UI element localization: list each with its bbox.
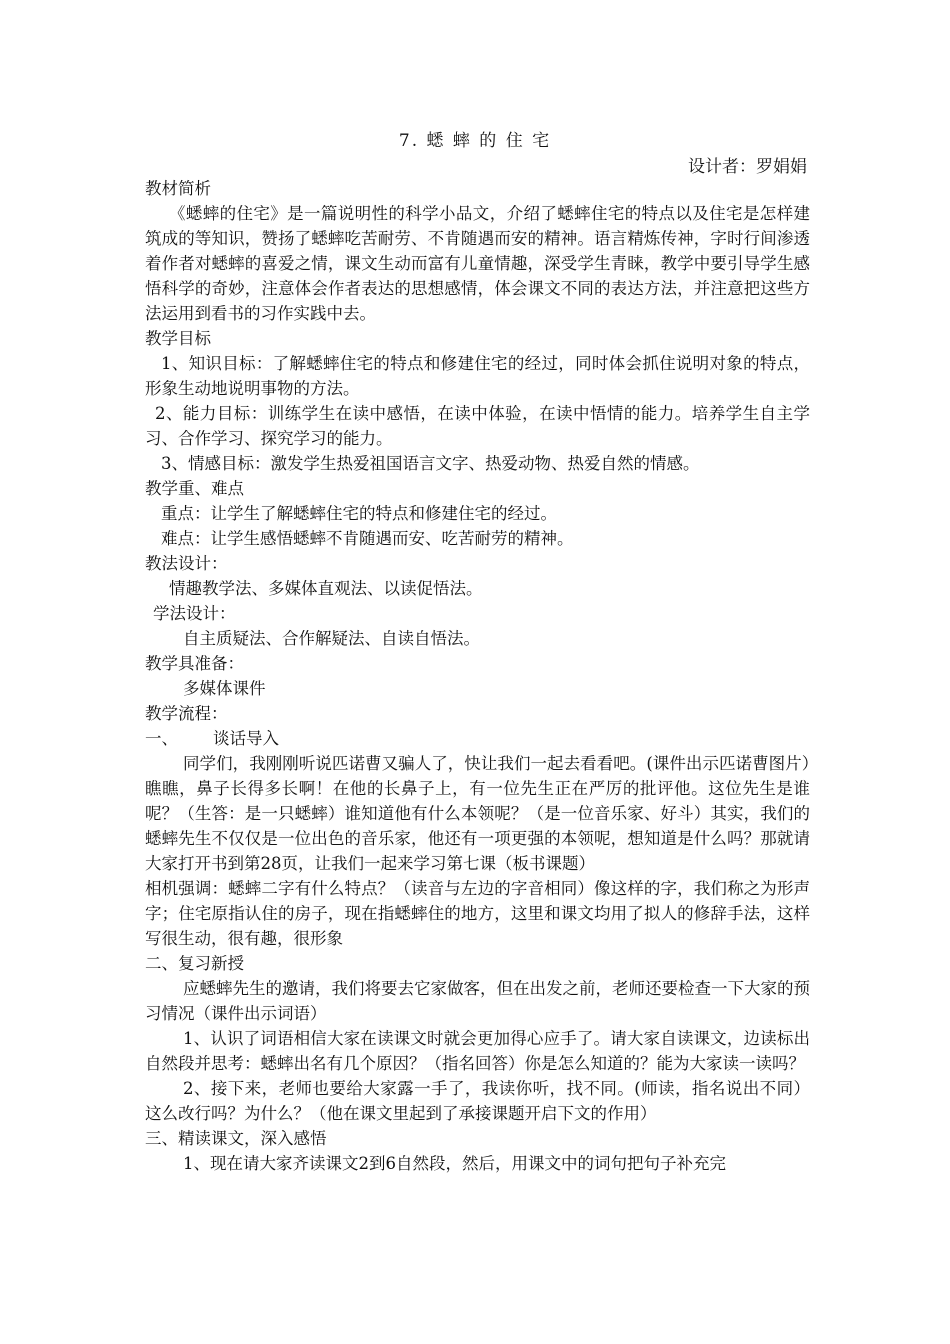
section-heading-zhongnan: 教学重、难点 [145, 479, 244, 498]
document-body [145, 176, 810, 1176]
paragraph-xuefa: 自主质疑法、合作解疑法、自读自悟法。 [183, 629, 480, 648]
paragraph-step-3-item-1: 1、现在请大家齐读课文2到6自然段，然后，用课文中的词句把句子补充完 [183, 1154, 726, 1173]
step-1-number: 一、 [145, 729, 178, 748]
paragraph-nandian: 难点：让学生感悟蟋蟀不肯随遇而安、吃苦耐劳的精神。 [161, 529, 574, 548]
paragraph-zhongdian: 重点：让学生了解蟋蟀住宅的特点和修建住宅的经过。 [161, 504, 557, 523]
step-1-title: 谈话导入 [213, 729, 279, 748]
document-title: 7. 蟋 蟀 的 住 宅 [398, 131, 552, 151]
paragraph-step-1-intro: 同学们，我刚刚听说匹诺曹又骗人了，快让我们一起去看看吧。(课件出示匹诺曹图片）瞧瞧，鼻子长得多长啊！在他的长鼻子上，有一位先生正在严厉的批评他。这位先生是谁呢？（生答：是一只蟋蟀）谁知道他有什么本领呢？（是一位音乐家、好斗）其实，我们的蟋蟀先生不仅仅是一位出色的音乐家，他还有一项更强的本领呢，想知道是什么吗？那就请大家打开书到第28页，让我们一起来学习第七课（板书课题） [145, 754, 810, 873]
step-3-heading: 三、精读课文，深入感悟 [145, 1129, 327, 1148]
paragraph-mubiao-2: 2、能力目标：训练学生在读中感悟，在读中体验，在读中悟情的能力。培养学生自主学习、合作学习、探究学习的能力。 [145, 404, 810, 448]
paragraph-step-2-item-2: 2、接下来，老师也要给大家露一手了，我读你听，找不同。(师读，指名说出不同）这么改行吗？为什么？（他在课文里起到了承接课题开启下文的作用） [145, 1079, 810, 1123]
section-heading-jiaocai: 教材简析 [145, 179, 211, 198]
section-heading-liucheng: 教学流程： [145, 704, 228, 723]
paragraph-zhunbei: 多媒体课件 [183, 679, 266, 698]
designer-line: 设计者：罗娟娟 [688, 157, 807, 177]
section-heading-mubiao: 教学目标 [145, 329, 211, 348]
section-heading-jiaofa: 教法设计： [145, 554, 228, 573]
paragraph-mubiao-3: 3、情感目标：激发学生热爱祖国语言文字、热爱动物、热爱自然的情感。 [161, 454, 700, 473]
paragraph-step-2-intro: 应蟋蟀先生的邀请，我们将要去它家做客，但在出发之前，老师还要检查一下大家的预习情况（课件出示词语） [145, 979, 810, 1023]
paragraph-jiaocai: 《蟋蟀的住宅》是一篇说明性的科学小品文，介绍了蟋蟀住宅的特点以及住宅是怎样建筑成的等知识，赞扬了蟋蟀吃苦耐劳、不肯随遇而安的精神。语言精炼传神，字时行间渗透着作者对蟋蟀的喜爱之情，课文生动而富有儿童情趣，深受学生青睐，教学中要引导学生感悟科学的奇妙，注意体会作者表达的思想感情，体会课文不同的表达方法，并注意把这些方法运用到看书的习作实践中去。 [145, 204, 810, 323]
step-2-heading: 二、复习新授 [145, 954, 244, 973]
paragraph-step-2-item-1: 1、认识了词语相信大家在读课文时就会更加得心应手了。请大家自读课文，边读标出自然段并思考：蟋蟀出名有几个原因？（指名回答）你是怎么知道的？能为大家读一读吗？ [145, 1029, 810, 1073]
section-heading-xuefa: 学法设计： [153, 604, 236, 623]
paragraph-mubiao-1: 1、知识目标：了解蟋蟀住宅的特点和修建住宅的经过，同时体会抓住说明对象的特点，形象生动地说明事物的方法。 [145, 354, 810, 398]
paragraph-jiaofa: 情趣教学法、多媒体直观法、以读促悟法。 [169, 579, 483, 598]
section-heading-zhunbei: 教学具准备： [145, 654, 244, 673]
step-1-heading [145, 726, 810, 751]
paragraph-step-1-emphasis: 相机强调：蟋蟀二字有什么特点？（读音与左边的字音相同）像这样的字，我们称之为形声字；住宅原指认住的房子，现在指蟋蟀住的地方，这里和课文均用了拟人的修辞手法，这样写很生动，很有趣，很形象 [145, 879, 810, 948]
